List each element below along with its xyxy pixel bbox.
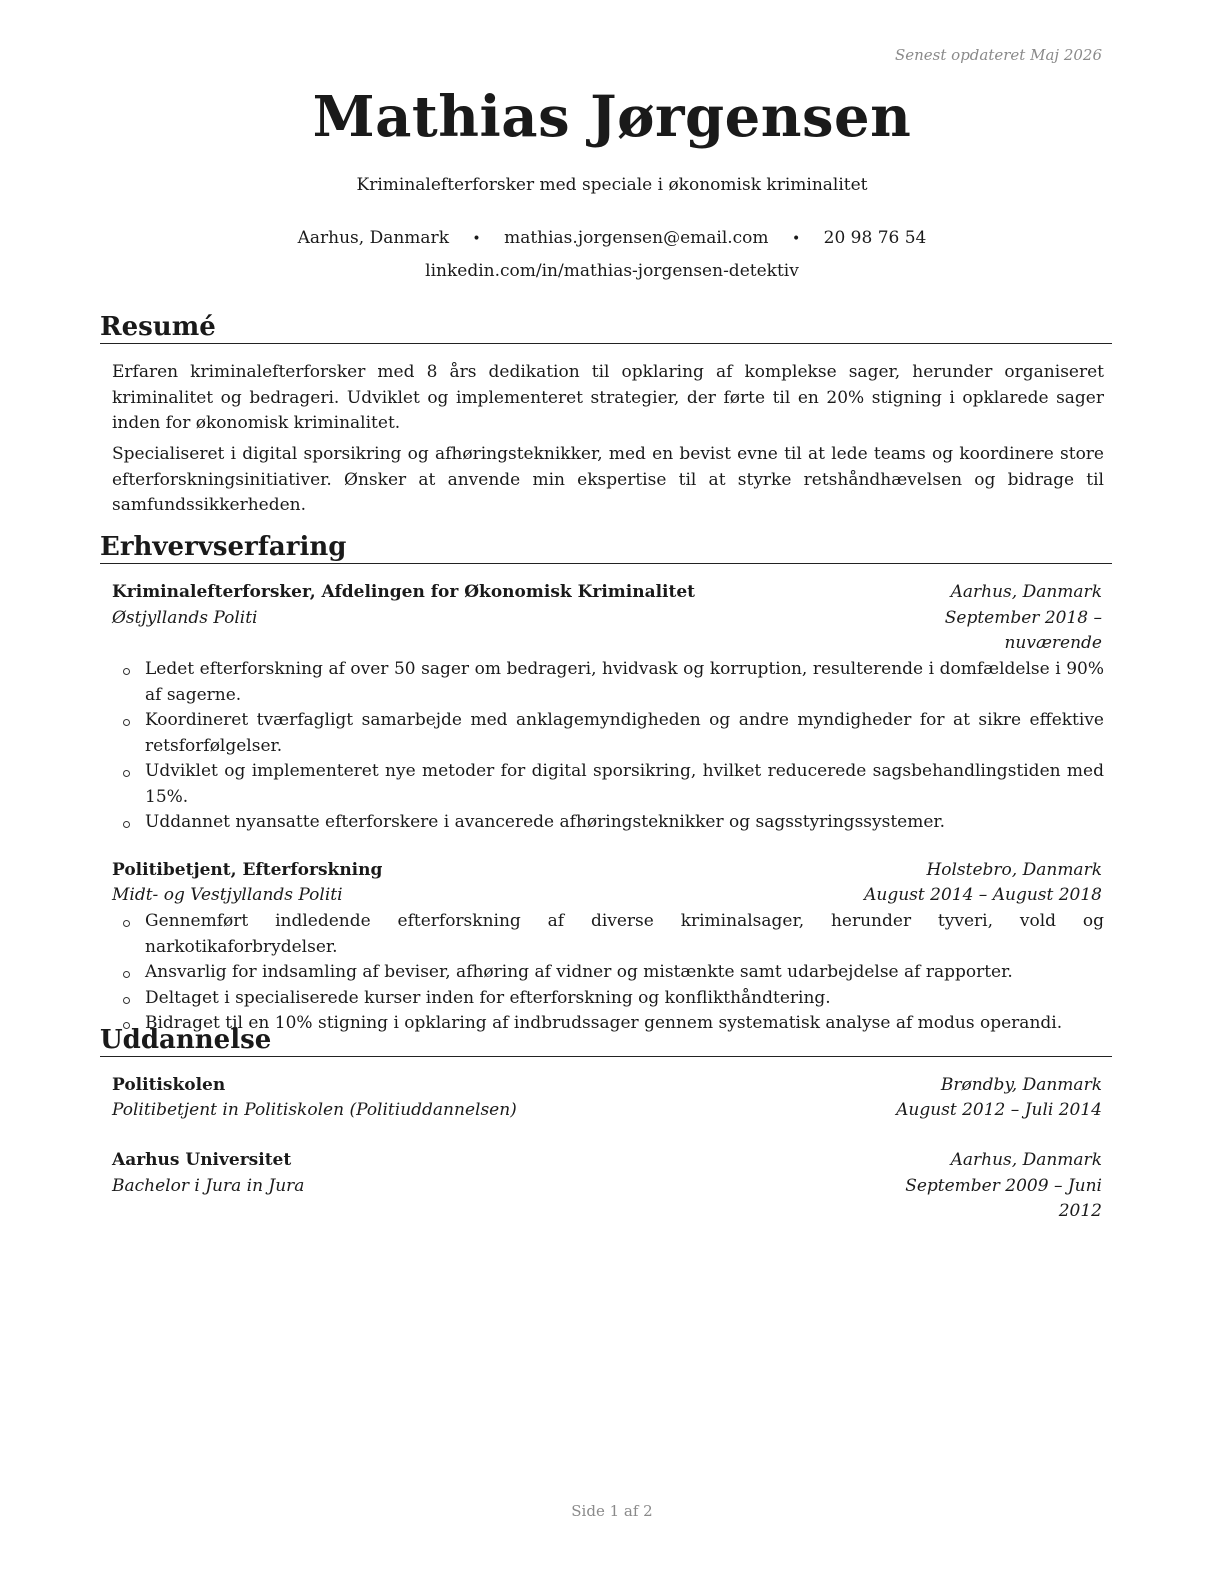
job-role: Politibetjent, Efterforskning — [112, 860, 383, 880]
job-employer: Midt- og Vestjyllands Politi — [112, 885, 343, 905]
education-header — [112, 1148, 1102, 1173]
job-header — [112, 580, 1102, 605]
education-location: Aarhus, Danmark — [950, 1150, 1102, 1170]
contact-phone[interactable]: 20 98 76 54 — [823, 228, 927, 248]
education-school: Politiskolen — [112, 1075, 226, 1095]
list-item — [112, 657, 1104, 708]
bullet-text: Deltaget i specialiserede kurser inden for efterforskning og konflikthåndtering. — [145, 987, 831, 1008]
list-item — [112, 986, 1104, 1012]
circle-bullet-icon — [123, 821, 130, 828]
bullet-text: Uddannet nyansatte efterforskere i avancerede afhøringsteknikker og sagsstyringssystemer. — [145, 812, 946, 832]
circle-bullet-icon — [123, 719, 130, 726]
list-item — [112, 759, 1104, 810]
education-subheader — [112, 1098, 1102, 1123]
job-bullets — [112, 657, 1104, 836]
contact-location: Aarhus, Danmark — [297, 228, 449, 248]
summary-paragraph-1: Erfaren kriminalefterforsker med 8 års dedikation til opklaring af komplekse sager, herunder organiseret kriminalitet og bedrageri. Udviklet og implementeret strategier, der førte til en 20% stigning i opklarede sager inden for økonomisk kriminalitet. — [112, 362, 1104, 433]
education-dates: August 2012 – Juli 2014 — [896, 1100, 1102, 1120]
job-location: Aarhus, Danmark — [950, 582, 1102, 602]
candidate-name: Mathias Jørgensen — [312, 84, 912, 150]
list-item — [112, 708, 1104, 759]
section-title-education: Uddannelse — [100, 1026, 1112, 1057]
education-degree: Politibetjent in Politiskolen (Politiuddannelsen) — [112, 1100, 517, 1120]
contact-linkedin[interactable]: linkedin.com/in/mathias-jorgensen-detektiv — [425, 261, 799, 281]
job-subheader — [112, 883, 1102, 908]
job-subheader — [112, 606, 1102, 656]
circle-bullet-icon — [123, 668, 130, 675]
bullet-text: Gennemført indledende efterforskning af diverse kriminalsager, herunder tyveri, vold og narkotikaforbrydelser. — [145, 911, 1104, 957]
bullet-text: Bidraget til en 10% stigning i opklaring af indbrudssager gennem systematisk analyse af modus operandi. — [145, 1013, 1063, 1033]
job-role: Kriminalefterforsker, Afdelingen for Økonomisk Kriminalitet — [112, 582, 696, 602]
education-header — [112, 1073, 1102, 1098]
education-degree: Bachelor i Jura in Jura — [112, 1176, 305, 1196]
job-header — [112, 858, 1102, 883]
job-dates: August 2014 – August 2018 — [864, 885, 1102, 905]
bullet-text: Ansvarlig for indsamling af beviser, afhøring af vidner og mistænkte samt udarbejdelse af rapporter. — [145, 962, 1013, 982]
last-updated: Senest opdateret Maj 2026 — [894, 46, 1102, 64]
bullet-separator-icon: • — [472, 231, 481, 247]
job-dates: September 2018 – nuværende — [944, 608, 1102, 653]
job-employer: Østjyllands Politi — [112, 608, 258, 628]
circle-bullet-icon — [123, 997, 130, 1004]
circle-bullet-icon — [123, 770, 130, 777]
circle-bullet-icon — [123, 971, 130, 978]
education-location: Brøndby, Danmark — [940, 1075, 1102, 1095]
education-school: Aarhus Universitet — [112, 1150, 292, 1170]
bullet-text: Koordineret tværfagligt samarbejde med anklagemyndigheden og andre myndigheder for at sikre effektive retsforfølgelser. — [145, 710, 1104, 756]
list-item — [112, 810, 1104, 836]
list-item — [112, 960, 1104, 986]
circle-bullet-icon — [123, 920, 130, 927]
page-number: Side 1 af 2 — [571, 1502, 653, 1520]
education-subheader — [112, 1174, 1102, 1224]
section-title-summary: Resumé — [100, 313, 1112, 344]
bullet-text: Ledet efterforskning af over 50 sager om bedrageri, hvidvask og korruption, resulterende i domfældelse i 90% af sagerne. — [145, 659, 1104, 705]
list-item — [112, 909, 1104, 960]
job-location: Holstebro, Danmark — [926, 860, 1102, 880]
contact-email[interactable]: mathias.jorgensen@email.com — [504, 228, 769, 248]
contact-line — [0, 228, 1224, 248]
job-bullets — [112, 909, 1104, 1037]
bullet-separator-icon: • — [791, 231, 801, 247]
summary-paragraph-2: Specialiseret i digital sporsikring og afhøringsteknikker, med en bevist evne til at lede teams og koordinere store efterforskningsinitiativer. Ønsker at anvende min ekspertise til at styrke retshåndhævelsen og bidrage til samfundssikkerheden. — [112, 444, 1104, 515]
section-title-experience: Erhvervserfaring — [100, 533, 1112, 564]
bullet-text: Udviklet og implementeret nye metoder for digital sporsikring, hvilket reducerede sagsbehandlingstiden med 15%. — [145, 761, 1104, 807]
education-dates: September 2009 – Juni 2012 — [905, 1176, 1102, 1221]
headline: Kriminalefterforsker med speciale i økonomisk kriminalitet — [356, 175, 868, 195]
